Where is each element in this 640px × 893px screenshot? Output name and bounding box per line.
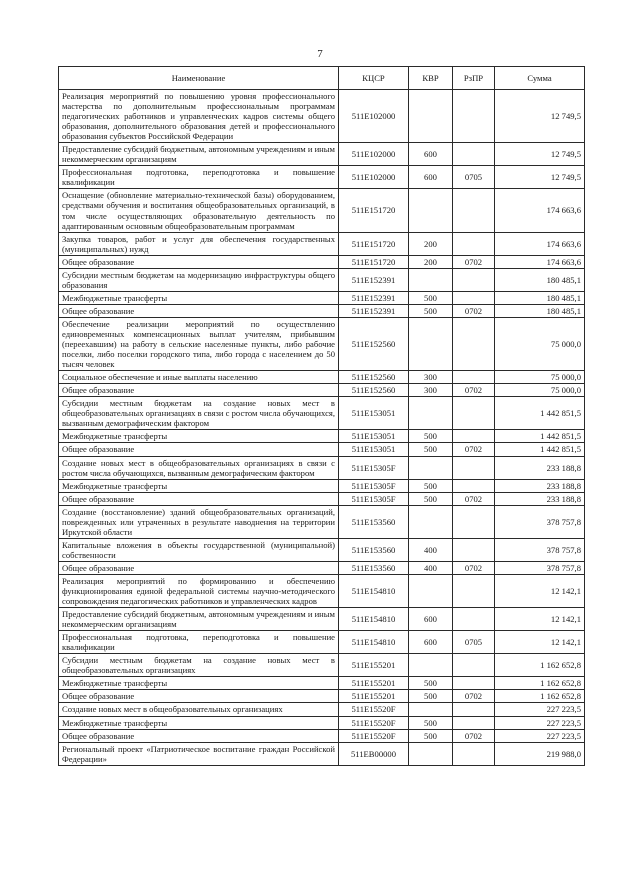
cell-name: Межбюджетные трансферты <box>59 716 339 729</box>
cell-kvr <box>409 703 453 716</box>
cell-rzpr <box>453 538 495 561</box>
cell-rzpr: 0702 <box>453 492 495 505</box>
cell-sum: 180 485,1 <box>495 268 585 291</box>
cell-kvr <box>409 268 453 291</box>
cell-name: Капитальные вложения в объекты государственной (муниципальной) собственности <box>59 538 339 561</box>
cell-kcsr: 511E152391 <box>339 291 409 304</box>
cell-name: Общее образование <box>59 729 339 742</box>
cell-name: Региональный проект «Патриотическое воспитание граждан Российской Федерации» <box>59 742 339 765</box>
cell-sum: 180 485,1 <box>495 304 585 317</box>
cell-kvr: 400 <box>409 538 453 561</box>
table-row <box>59 608 585 631</box>
cell-kvr: 600 <box>409 608 453 631</box>
table-row <box>59 317 585 370</box>
cell-name: Общее образование <box>59 384 339 397</box>
cell-rzpr: 0702 <box>453 255 495 268</box>
table-row <box>59 729 585 742</box>
cell-kvr <box>409 654 453 677</box>
cell-rzpr <box>453 430 495 443</box>
table-row <box>59 456 585 479</box>
cell-rzpr <box>453 397 495 430</box>
cell-kcsr: 511E153560 <box>339 561 409 574</box>
cell-sum: 12 749,5 <box>495 143 585 166</box>
cell-kvr: 500 <box>409 677 453 690</box>
cell-sum: 378 757,8 <box>495 561 585 574</box>
table-row <box>59 716 585 729</box>
cell-rzpr <box>453 505 495 538</box>
cell-kvr: 500 <box>409 443 453 456</box>
cell-name: Создание новых мест в общеобразовательных организациях <box>59 703 339 716</box>
cell-kvr: 600 <box>409 166 453 189</box>
cell-kcsr: 511E152391 <box>339 304 409 317</box>
table-row <box>59 505 585 538</box>
cell-rzpr <box>453 90 495 143</box>
cell-rzpr <box>453 479 495 492</box>
cell-kcsr: 511E153051 <box>339 443 409 456</box>
cell-sum: 233 188,8 <box>495 456 585 479</box>
cell-kcsr: 511E152560 <box>339 384 409 397</box>
cell-kcsr: 511E15520F <box>339 703 409 716</box>
cell-kcsr: 511E155201 <box>339 690 409 703</box>
cell-rzpr <box>453 456 495 479</box>
cell-rzpr: 0702 <box>453 729 495 742</box>
table-row <box>59 703 585 716</box>
cell-sum: 174 663,6 <box>495 232 585 255</box>
cell-rzpr: 0705 <box>453 166 495 189</box>
cell-kcsr: 511E155201 <box>339 677 409 690</box>
cell-rzpr <box>453 677 495 690</box>
cell-name: Субсидии местным бюджетам на создание новых мест в общеобразовательных организациях в связи с ростом числа обучающихся, вызванным демографическим фактором <box>59 397 339 430</box>
cell-sum: 75 000,0 <box>495 317 585 370</box>
cell-rzpr: 0702 <box>453 384 495 397</box>
header-kcsr: КЦСР <box>339 67 409 90</box>
cell-kcsr: 511E154810 <box>339 631 409 654</box>
cell-name: Закупка товаров, работ и услуг для обеспечения государственных (муниципальных) нужд <box>59 232 339 255</box>
page-number: 7 <box>317 48 323 60</box>
cell-rzpr: 0702 <box>453 690 495 703</box>
cell-kcsr: 511E152560 <box>339 371 409 384</box>
cell-rzpr <box>453 268 495 291</box>
cell-name: Межбюджетные трансферты <box>59 479 339 492</box>
cell-kvr: 200 <box>409 255 453 268</box>
cell-kcsr: 511E153560 <box>339 505 409 538</box>
cell-name: Социальное обеспечение и иные выплаты населению <box>59 371 339 384</box>
table-row <box>59 654 585 677</box>
cell-sum: 1 162 652,8 <box>495 690 585 703</box>
cell-kvr <box>409 456 453 479</box>
cell-kcsr: 511E152560 <box>339 317 409 370</box>
table-row <box>59 690 585 703</box>
cell-name: Реализация мероприятий по повышению уровня профессионального мастерства по дополнительным профессиональным программам педагогических работников и управленческих кадров системы общего образования, дополнительного образования детей и профессионального образования субъектов Российской Федерации <box>59 90 339 143</box>
cell-kcsr: 511E154810 <box>339 608 409 631</box>
cell-kvr: 500 <box>409 291 453 304</box>
cell-rzpr <box>453 189 495 232</box>
cell-name: Предоставление субсидий бюджетным, автономным учреждениям и иным некоммерческим организациям <box>59 143 339 166</box>
cell-name: Создание (восстановление) зданий общеобразовательных организаций, поврежденных или утраченных в результате наводнения на территории Иркутской области <box>59 505 339 538</box>
cell-kcsr: 511E15305F <box>339 479 409 492</box>
cell-rzpr <box>453 371 495 384</box>
cell-rzpr <box>453 608 495 631</box>
cell-rzpr <box>453 317 495 370</box>
cell-kvr: 500 <box>409 690 453 703</box>
table-row <box>59 189 585 232</box>
cell-sum: 219 988,0 <box>495 742 585 765</box>
cell-kcsr: 511E153051 <box>339 397 409 430</box>
cell-sum: 1 162 652,8 <box>495 677 585 690</box>
table-row <box>59 430 585 443</box>
cell-sum: 378 757,8 <box>495 505 585 538</box>
cell-kcsr: 511E151720 <box>339 232 409 255</box>
table-row <box>59 371 585 384</box>
table-row <box>59 90 585 143</box>
table-row <box>59 742 585 765</box>
cell-kcsr: 511E151720 <box>339 189 409 232</box>
cell-kvr: 600 <box>409 631 453 654</box>
cell-sum: 75 000,0 <box>495 371 585 384</box>
cell-name: Оснащение (обновление материально-технической базы) оборудованием, средствами обучения и воспитания общеобразовательных организаций, в том числе осуществляющих образовательную деятельность по адаптированным основным общеобразовательным программам <box>59 189 339 232</box>
cell-sum: 12 142,1 <box>495 574 585 607</box>
cell-kcsr: 511E15520F <box>339 729 409 742</box>
cell-kvr: 500 <box>409 492 453 505</box>
cell-kvr <box>409 574 453 607</box>
cell-kcsr: 511EB00000 <box>339 742 409 765</box>
cell-name: Межбюджетные трансферты <box>59 291 339 304</box>
cell-sum: 233 188,8 <box>495 479 585 492</box>
cell-name: Общее образование <box>59 304 339 317</box>
cell-name: Профессиональная подготовка, переподготовка и повышение квалификации <box>59 631 339 654</box>
cell-name: Профессиональная подготовка, переподготовка и повышение квалификации <box>59 166 339 189</box>
cell-kcsr: 511E153560 <box>339 538 409 561</box>
cell-name: Субсидии местным бюджетам на создание новых мест в общеобразовательных организациях <box>59 654 339 677</box>
cell-sum: 1 442 851,5 <box>495 397 585 430</box>
cell-kcsr: 511E152391 <box>339 268 409 291</box>
cell-sum: 1 442 851,5 <box>495 430 585 443</box>
cell-rzpr: 0702 <box>453 561 495 574</box>
cell-name: Обеспечение реализации мероприятий по осуществлению единовременных компенсационных выплат учителям, прибывшим (переехавшим) на работу в сельские населенные пункты, либо рабочие поселки, либо поселки городского типа, либо города с населением до 50 тысяч человек <box>59 317 339 370</box>
cell-rzpr <box>453 654 495 677</box>
cell-sum: 1 162 652,8 <box>495 654 585 677</box>
cell-name: Общее образование <box>59 443 339 456</box>
cell-rzpr <box>453 232 495 255</box>
cell-sum: 174 663,6 <box>495 255 585 268</box>
table-row <box>59 677 585 690</box>
cell-rzpr: 0705 <box>453 631 495 654</box>
table-row <box>59 479 585 492</box>
cell-kvr: 200 <box>409 232 453 255</box>
table-row <box>59 574 585 607</box>
cell-rzpr <box>453 574 495 607</box>
cell-rzpr <box>453 716 495 729</box>
cell-kcsr: 511E15520F <box>339 716 409 729</box>
cell-kvr <box>409 189 453 232</box>
cell-kvr <box>409 90 453 143</box>
cell-kvr: 500 <box>409 729 453 742</box>
cell-name: Общее образование <box>59 561 339 574</box>
cell-sum: 12 749,5 <box>495 90 585 143</box>
cell-rzpr: 0702 <box>453 443 495 456</box>
cell-rzpr <box>453 742 495 765</box>
cell-sum: 180 485,1 <box>495 291 585 304</box>
header-rzpr: РзПР <box>453 67 495 90</box>
cell-kcsr: 511E154810 <box>339 574 409 607</box>
table-row <box>59 443 585 456</box>
table-row <box>59 538 585 561</box>
header-name: Наименование <box>59 67 339 90</box>
cell-kvr: 500 <box>409 304 453 317</box>
cell-name: Реализация мероприятий по формированию и обеспечению функционирования единой федеральной системы научно-методического сопровождения педагогических работников и управленческих кадров <box>59 574 339 607</box>
cell-kcsr: 511E15305F <box>339 492 409 505</box>
cell-kvr <box>409 317 453 370</box>
cell-name: Межбюджетные трансферты <box>59 430 339 443</box>
table-row <box>59 232 585 255</box>
cell-sum: 1 442 851,5 <box>495 443 585 456</box>
cell-kvr <box>409 397 453 430</box>
cell-sum: 378 757,8 <box>495 538 585 561</box>
table-row <box>59 255 585 268</box>
cell-rzpr: 0702 <box>453 304 495 317</box>
cell-kcsr: 511E15305F <box>339 456 409 479</box>
cell-kvr <box>409 742 453 765</box>
table-row <box>59 268 585 291</box>
cell-kvr: 400 <box>409 561 453 574</box>
cell-kvr <box>409 505 453 538</box>
cell-name: Общее образование <box>59 492 339 505</box>
table-row <box>59 304 585 317</box>
table-header-row <box>59 67 585 90</box>
cell-sum: 227 223,5 <box>495 716 585 729</box>
cell-kcsr: 511E155201 <box>339 654 409 677</box>
cell-name: Общее образование <box>59 255 339 268</box>
cell-kvr: 500 <box>409 716 453 729</box>
table-row <box>59 561 585 574</box>
cell-kvr: 500 <box>409 430 453 443</box>
table-row <box>59 291 585 304</box>
cell-kcsr: 511E102000 <box>339 90 409 143</box>
cell-sum: 75 000,0 <box>495 384 585 397</box>
cell-sum: 227 223,5 <box>495 729 585 742</box>
table-row <box>59 143 585 166</box>
table-row <box>59 166 585 189</box>
table-row <box>59 384 585 397</box>
header-sum: Сумма <box>495 67 585 90</box>
table-body <box>59 90 585 766</box>
cell-kvr: 300 <box>409 371 453 384</box>
cell-kvr: 300 <box>409 384 453 397</box>
cell-kcsr: 511E151720 <box>339 255 409 268</box>
cell-rzpr <box>453 291 495 304</box>
cell-name: Предоставление субсидий бюджетным, автономным учреждениям и иным некоммерческим организациям <box>59 608 339 631</box>
cell-kcsr: 511E102000 <box>339 166 409 189</box>
header-kvr: КВР <box>409 67 453 90</box>
cell-name: Общее образование <box>59 690 339 703</box>
table-row <box>59 631 585 654</box>
cell-kvr: 600 <box>409 143 453 166</box>
cell-sum: 174 663,6 <box>495 189 585 232</box>
cell-sum: 12 142,1 <box>495 631 585 654</box>
budget-table <box>58 66 585 766</box>
cell-rzpr <box>453 703 495 716</box>
cell-sum: 227 223,5 <box>495 703 585 716</box>
table-row <box>59 397 585 430</box>
table-row <box>59 492 585 505</box>
cell-sum: 12 749,5 <box>495 166 585 189</box>
cell-name: Межбюджетные трансферты <box>59 677 339 690</box>
cell-rzpr <box>453 143 495 166</box>
cell-kvr: 500 <box>409 479 453 492</box>
cell-kcsr: 511E102000 <box>339 143 409 166</box>
cell-kcsr: 511E153051 <box>339 430 409 443</box>
cell-name: Создание новых мест в общеобразовательных организациях в связи с ростом числа обучающихся, вызванным демографическим фактором <box>59 456 339 479</box>
cell-sum: 12 142,1 <box>495 608 585 631</box>
cell-name: Субсидии местным бюджетам на модернизацию инфраструктуры общего образования <box>59 268 339 291</box>
cell-sum: 233 188,8 <box>495 492 585 505</box>
